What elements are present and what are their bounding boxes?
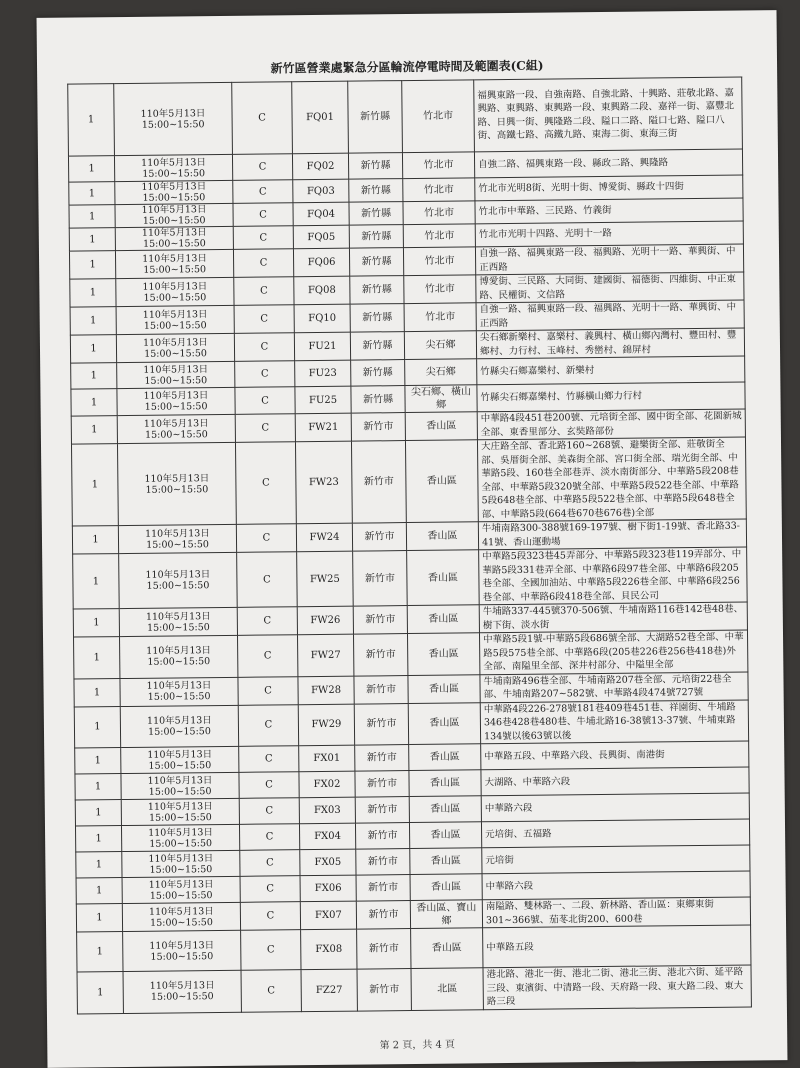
district-cell: 香山區、寶山鄉: [410, 900, 482, 929]
outage-date: 110年5月13日: [148, 826, 213, 839]
county-cell: 新竹縣: [349, 225, 403, 249]
feeder-code: FW25: [297, 551, 354, 607]
feeder-code: FW29: [298, 704, 354, 746]
county-cell: 新竹縣: [349, 202, 403, 226]
outage-area: 博愛街、三民路、大同街、建國街、福德街、四維街、中正東路、民權街、文信路: [476, 272, 744, 303]
county-cell: 新竹市: [351, 441, 406, 524]
county-cell: 新竹縣: [350, 332, 404, 361]
group-cell: C: [233, 180, 293, 204]
group-cell: C: [237, 552, 298, 608]
outage-time: 15:00~15:50: [146, 538, 209, 551]
feeder-code: FQ04: [293, 202, 349, 226]
outage-date: 110年5月13日: [142, 280, 208, 293]
outage-datetime: [123, 930, 241, 971]
district-cell: 尖石鄉、橫山鄉: [405, 385, 477, 413]
district-cell: 香山區: [409, 770, 481, 797]
feeder-code: FQ06: [293, 248, 349, 277]
outage-time: 15:00~15:50: [149, 837, 213, 850]
outage-datetime: [121, 824, 239, 851]
table-row: [68, 77, 743, 156]
feeder-code: FQ02: [292, 153, 348, 180]
group-cell: C: [238, 676, 298, 705]
row-number: 1: [70, 335, 116, 363]
outage-date: 110年5月13日: [141, 181, 207, 193]
county-cell: 新竹縣: [351, 360, 405, 387]
county-cell: 新竹市: [355, 771, 409, 798]
outage-time: 15:00~15:50: [150, 991, 214, 1004]
group-cell: C: [233, 226, 293, 250]
group-cell: C: [232, 82, 293, 155]
outage-time: 15:00~15:50: [148, 811, 212, 824]
row-number: 1: [76, 904, 122, 932]
outage-time: 15:00~15:50: [145, 483, 209, 496]
outage-date: 110年5月13日: [142, 308, 208, 321]
outage-time: 15:00~15:50: [148, 785, 212, 798]
table-row: [73, 547, 748, 609]
group-cell: C: [239, 798, 299, 825]
table-row: [74, 699, 748, 748]
outage-time: 15:00~15:50: [148, 759, 212, 772]
outage-datetime: [117, 361, 235, 388]
outage-date: 110年5月13日: [148, 878, 214, 891]
county-cell: 新竹縣: [348, 81, 403, 154]
feeder-code: FZ27: [301, 969, 357, 1011]
outage-datetime: [121, 798, 239, 825]
group-cell: C: [240, 850, 300, 877]
outage-time: 15:00~15:50: [144, 401, 208, 413]
outage-datetime: [117, 387, 235, 415]
district-cell: 香山區: [406, 522, 478, 551]
row-number: 1: [71, 389, 117, 416]
feeder-code: FW26: [297, 606, 353, 635]
feeder-code: FX06: [300, 875, 356, 902]
row-number: 1: [75, 748, 121, 774]
document-page: [37, 10, 788, 1068]
county-cell: 新竹市: [354, 675, 408, 704]
row-number: 1: [76, 852, 122, 878]
district-cell: 香山區: [405, 440, 478, 523]
county-cell: 新竹市: [355, 823, 409, 850]
row-number: 1: [74, 706, 120, 748]
outage-date: 110年5月13日: [141, 156, 206, 169]
feeder-code: FW28: [298, 676, 354, 705]
outage-area: 竹北市中華路、三民路、竹義街: [475, 198, 743, 224]
group-cell: C: [241, 930, 301, 971]
outage-datetime: [114, 154, 232, 181]
district-cell: 香山區: [405, 412, 477, 441]
group-cell: C: [240, 902, 300, 931]
outage-date: 110年5月13日: [145, 610, 211, 623]
outage-area: 竹縣尖石鄉嘉樂村、新樂村: [477, 356, 745, 385]
outage-area: 中華路4段451巷200號、元培街全部、國中街全部、花園新城全部、東香里部分、玄奘路部份: [477, 409, 745, 440]
feeder-code: FW24: [296, 523, 352, 552]
group-cell: C: [238, 704, 298, 746]
row-number: 1: [77, 932, 123, 972]
feeder-code: FU21: [294, 332, 350, 361]
outage-datetime: [120, 635, 238, 678]
group-cell: C: [234, 305, 294, 334]
outage-datetime: [116, 333, 234, 362]
outage-date: 110年5月13日: [146, 645, 212, 658]
outage-time: 15:00~15:50: [142, 167, 206, 180]
outage-time: 15:00~15:50: [150, 950, 214, 963]
outage-date: 110年5月13日: [143, 363, 209, 376]
row-number: 1: [71, 363, 117, 389]
feeder-code: FQ03: [293, 179, 349, 203]
outage-area: 自強二路、福興東路一段、縣政二路、興隆路: [474, 149, 742, 178]
row-number: 1: [73, 554, 120, 609]
district-cell: 竹北市: [404, 303, 476, 332]
table-row: [74, 630, 748, 679]
feeder-code: FW27: [297, 634, 353, 676]
outage-datetime: [115, 180, 233, 204]
group-cell: C: [232, 154, 292, 181]
group-cell: C: [234, 333, 294, 362]
row-number: 1: [73, 609, 119, 637]
outage-area: 自強一路、福興東路一段、福興路、光明十一路、華興街、中正西路: [475, 244, 743, 275]
group-cell: C: [239, 772, 299, 799]
outage-datetime: [120, 677, 238, 706]
outage-datetime: [118, 524, 236, 553]
row-number: 1: [75, 800, 121, 826]
outage-time: 15:00~15:50: [149, 889, 213, 902]
district-cell: 香山區: [409, 796, 481, 823]
row-number: 1: [68, 156, 114, 182]
row-number: 1: [69, 251, 115, 279]
district-cell: 竹北市: [403, 224, 475, 248]
outage-time: 15:00~15:50: [147, 691, 211, 703]
document-title: 新竹區營業處緊急分區輪流停電時間及範圍表(C組): [270, 58, 544, 76]
district-cell: 尖石鄉: [405, 359, 477, 386]
group-cell: C: [235, 361, 295, 388]
group-cell: C: [240, 876, 300, 903]
district-cell: 香山區: [407, 550, 480, 606]
outage-time: 15:00~15:50: [143, 263, 207, 276]
outage-area: 大湖路、中華路六段: [481, 767, 749, 796]
feeder-code: FQ08: [294, 276, 350, 305]
outage-date: 110年5月13日: [149, 939, 215, 952]
outage-datetime: [123, 970, 241, 1013]
row-number: 1: [70, 307, 116, 335]
feeder-code: FX08: [301, 929, 357, 970]
outage-area: 中華路5段323巷45弄部分、中華路5段323巷119弄部分、中華路5段331巷弄全部、中華路6段97巷全部、中華路6段205巷全部、全國加油站、中華路5段226巷全部、中華路6段256巷全部、中華路6段418巷全部、貝民公司: [479, 547, 748, 605]
outage-date: 110年5月13日: [148, 905, 214, 918]
district-cell: 竹北市: [403, 178, 475, 202]
county-cell: 新竹市: [355, 797, 409, 824]
row-number: 1: [76, 878, 122, 904]
outage-area: 元培街、五福路: [481, 819, 749, 848]
outage-area: 中華路五段: [483, 925, 751, 968]
feeder-code: FQ05: [293, 225, 349, 249]
outage-datetime: [115, 226, 233, 250]
feeder-code: FQ10: [294, 304, 350, 333]
table-row: [77, 925, 751, 972]
table-row: [77, 965, 751, 1014]
outage-datetime: [121, 746, 239, 773]
district-cell: 竹北市: [404, 275, 476, 304]
outage-date: 110年5月13日: [143, 417, 209, 430]
group-cell: C: [239, 746, 299, 773]
feeder-code: FX02: [299, 771, 355, 798]
county-cell: 新竹市: [357, 969, 411, 1011]
outage-date: 110年5月13日: [141, 227, 207, 239]
outage-datetime: [119, 552, 238, 608]
county-cell: 新竹市: [352, 523, 406, 552]
outage-schedule-table: [67, 77, 752, 1015]
county-cell: 新竹縣: [349, 248, 403, 277]
district-cell: 香山區: [408, 674, 480, 703]
row-number: 1: [71, 444, 118, 526]
outage-date: 110年5月13日: [143, 390, 209, 402]
county-cell: 新竹市: [356, 849, 410, 876]
outage-time: 15:00~15:50: [143, 319, 207, 332]
feeder-code: FQ01: [292, 81, 349, 154]
outage-datetime: [122, 850, 240, 877]
outage-area: 中華路五段、中華路六段、長興街、南港街: [481, 741, 749, 770]
outage-time: 15:00~15:50: [142, 238, 206, 250]
feeder-code: FW21: [295, 413, 351, 442]
district-cell: 竹北市: [403, 247, 475, 276]
outage-time: 15:00~15:50: [144, 347, 207, 360]
outage-date: 110年5月13日: [147, 748, 213, 761]
outage-date: 110年5月13日: [147, 800, 213, 813]
outage-datetime: [115, 203, 233, 227]
county-cell: 新竹縣: [350, 276, 404, 305]
row-number: 1: [74, 637, 120, 679]
outage-area: 自強一路、福興東路一段、福興路、光明十一路、華興街、中正西路: [476, 300, 744, 331]
group-cell: C: [235, 414, 295, 443]
outage-date: 110年5月13日: [144, 527, 210, 540]
row-number: 1: [69, 228, 115, 251]
county-cell: 新竹市: [355, 745, 409, 772]
feeder-code: FU23: [295, 360, 351, 387]
county-cell: 新竹縣: [348, 153, 402, 180]
outage-area: 大庄路全部、香北路160~268號、避樂街全部、莊敬街全部、吳厝街全部、美森街全部、宮口街全部、瑞光街全部、中華路5段、160巷全部巷弄、淡水南街部分、中華路5段208巷全部、中華路5段320號全部、中華路5段522巷全部、中華路5段648巷全部、中華路5段522巷全部、中華路5段648巷全部、中華路5段(664巷670巷676巷)全部: [477, 437, 746, 522]
outage-area: 竹北市光明十四路、光明十一路: [475, 221, 743, 247]
county-cell: 新竹市: [356, 901, 410, 930]
outage-date: 110年5月13日: [148, 852, 214, 865]
outage-area: 尖石鄉新樂村、嘉樂村、義興村、橫山鄉內灣村、豐田村、豐鄉村、力行村、玉峰村、秀巒村、錦屏村: [476, 328, 744, 359]
outage-area: 牛埔南路300-388號169-197號、樹下街1-19號、香北路33-41號、香山運動場: [478, 519, 746, 550]
district-cell: 香山區: [410, 874, 482, 901]
outage-datetime: [122, 876, 240, 903]
outage-time: 15:00~15:50: [142, 192, 206, 204]
page-number: 第 2 頁，共 4 頁: [379, 1039, 456, 1052]
county-cell: 新竹市: [351, 413, 405, 442]
feeder-code: FX04: [299, 823, 355, 850]
county-cell: 新竹市: [353, 634, 407, 676]
row-number: 1: [75, 826, 121, 852]
group-cell: C: [237, 607, 297, 636]
county-cell: 新竹縣: [350, 304, 404, 333]
district-cell: 香山區: [411, 928, 483, 969]
group-cell: C: [236, 524, 296, 553]
outage-area: 元培街: [482, 845, 750, 874]
outage-date: 110年5月13日: [141, 204, 207, 216]
outage-area: 竹北市光明8街、光明十街、博愛街、縣政十四街: [475, 175, 743, 201]
outage-time: 15:00~15:50: [144, 428, 208, 441]
county-cell: 新竹縣: [351, 386, 405, 414]
row-number: 1: [70, 279, 116, 307]
district-cell: 香山區: [409, 744, 481, 771]
county-cell: 新竹市: [356, 875, 410, 902]
outage-datetime: [117, 414, 235, 443]
outage-area: 中華路六段: [481, 793, 749, 822]
row-number: 1: [68, 84, 115, 156]
row-number: 1: [69, 182, 115, 205]
district-cell: 竹北市: [403, 201, 475, 225]
row-number: 1: [69, 205, 115, 228]
group-cell: C: [234, 277, 294, 306]
district-cell: 竹北市: [402, 152, 474, 179]
row-number: 1: [74, 678, 120, 706]
outage-date: 110年5月13日: [147, 774, 213, 787]
outage-area: 中華路4段226-278號181巷409巷451巷、祥園街、牛埔路346巷428巷480巷、牛埔北路16-38號13-37號、牛埔東路134號以後63號以後: [480, 699, 748, 743]
outage-area: 牛埔路337-445號370-506號、牛埔南路116巷142巷48巷、樹下街、淡水街: [479, 602, 747, 633]
outage-area: 南隘路、雙林路一、二段、新林路、香山區：東鄉東街301~366號、茄苳北街200、600巷: [482, 897, 750, 928]
feeder-code: FX01: [299, 745, 355, 772]
outage-time: 15:00~15:50: [142, 215, 206, 227]
outage-time: 15:00~15:50: [148, 725, 211, 738]
outage-datetime: [116, 305, 234, 334]
feeder-code: FX03: [299, 797, 355, 824]
outage-datetime: [122, 902, 240, 931]
outage-time: 15:00~15:50: [143, 291, 207, 304]
outage-time: 15:00~15:50: [146, 621, 210, 634]
group-cell: C: [235, 442, 296, 525]
feeder-code: FX07: [300, 901, 356, 930]
group-cell: C: [237, 635, 297, 677]
district-cell: 尖石鄉: [404, 331, 476, 360]
outage-datetime: [119, 607, 237, 636]
outage-time: 15:00~15:50: [147, 656, 211, 669]
outage-date: 110年5月13日: [145, 569, 211, 581]
outage-date: 110年5月13日: [140, 107, 206, 120]
group-cell: C: [233, 203, 293, 227]
feeder-code: FX05: [300, 849, 356, 876]
row-number: 1: [71, 416, 117, 444]
district-cell: 北區: [411, 968, 483, 1010]
outage-area: 中華路六段: [482, 871, 750, 900]
outage-date: 110年5月13日: [146, 680, 212, 692]
group-cell: C: [233, 249, 293, 278]
outage-area: 港北路、港北一街、港北二街、港北三街、港北六街、延平路三段、東濱街、中清路一段、天府路一段、東大路二段、東大路三段: [483, 965, 751, 1009]
outage-datetime: [121, 772, 239, 799]
outage-area: 竹縣尖石鄉嘉樂村、竹縣橫山鄉力行村: [477, 382, 745, 412]
group-cell: C: [239, 824, 299, 851]
county-cell: 新竹市: [353, 551, 408, 607]
group-cell: C: [235, 387, 295, 415]
outage-time: 15:00~15:50: [149, 863, 213, 876]
district-cell: 香山區: [409, 822, 481, 849]
outage-area: 中華路5段1號-中華路5段686號全部、大湖路52巷全部、中華路5段575巷全部、中華路6段(205巷226巷256巷418巷)外全部、南隘里全部、深井村部分、中隘里全部: [479, 630, 747, 674]
district-cell: 香山區: [410, 848, 482, 875]
outage-datetime: [117, 442, 236, 525]
outage-datetime: [120, 705, 238, 748]
outage-datetime: [115, 249, 233, 278]
outage-time: 15:00~15:50: [141, 118, 205, 131]
outage-time: 15:00~15:50: [146, 580, 210, 592]
district-cell: 香山區: [407, 605, 479, 634]
county-cell: 新竹市: [357, 929, 411, 970]
county-cell: 新竹市: [353, 606, 407, 635]
row-number: 1: [75, 774, 121, 800]
district-cell: 竹北市: [402, 80, 475, 153]
outage-date: 110年5月13日: [146, 714, 212, 727]
outage-area: 牛埔南路496巷全部、牛埔南路207巷全部、元培街22巷全部、牛埔南路207~582號、中華路4段474號727號: [480, 671, 748, 702]
feeder-code: FW23: [295, 441, 352, 524]
table-row: [71, 437, 746, 526]
district-cell: 香山區: [407, 633, 479, 675]
row-number: 1: [77, 972, 123, 1014]
outage-time: 15:00~15:50: [144, 374, 208, 387]
feeder-code: FU25: [295, 386, 351, 414]
outage-datetime: [114, 82, 233, 155]
county-cell: 新竹縣: [349, 179, 403, 203]
outage-date: 110年5月13日: [144, 472, 210, 485]
outage-date: 110年5月13日: [142, 252, 207, 265]
outage-time: 15:00~15:50: [150, 916, 213, 929]
outage-area: 福興東路一段、自強南路、自強北路、十興路、莊敬北路、嘉興路、東興路、東興路一段、東興路二段、嘉祥一街、嘉豐北路、日興一街、興隆路二段、隘口二路、隘口七路、隘口八街、高鐵七路、高鐵九路、東海二街、東海三街: [474, 77, 743, 152]
group-cell: C: [241, 970, 301, 1012]
outage-date: 110年5月13日: [142, 336, 208, 349]
county-cell: 新竹市: [354, 703, 408, 745]
outage-datetime: [116, 277, 234, 306]
row-number: 1: [72, 526, 118, 554]
outage-date: 110年5月13日: [149, 980, 215, 993]
district-cell: 香山區: [408, 702, 480, 744]
